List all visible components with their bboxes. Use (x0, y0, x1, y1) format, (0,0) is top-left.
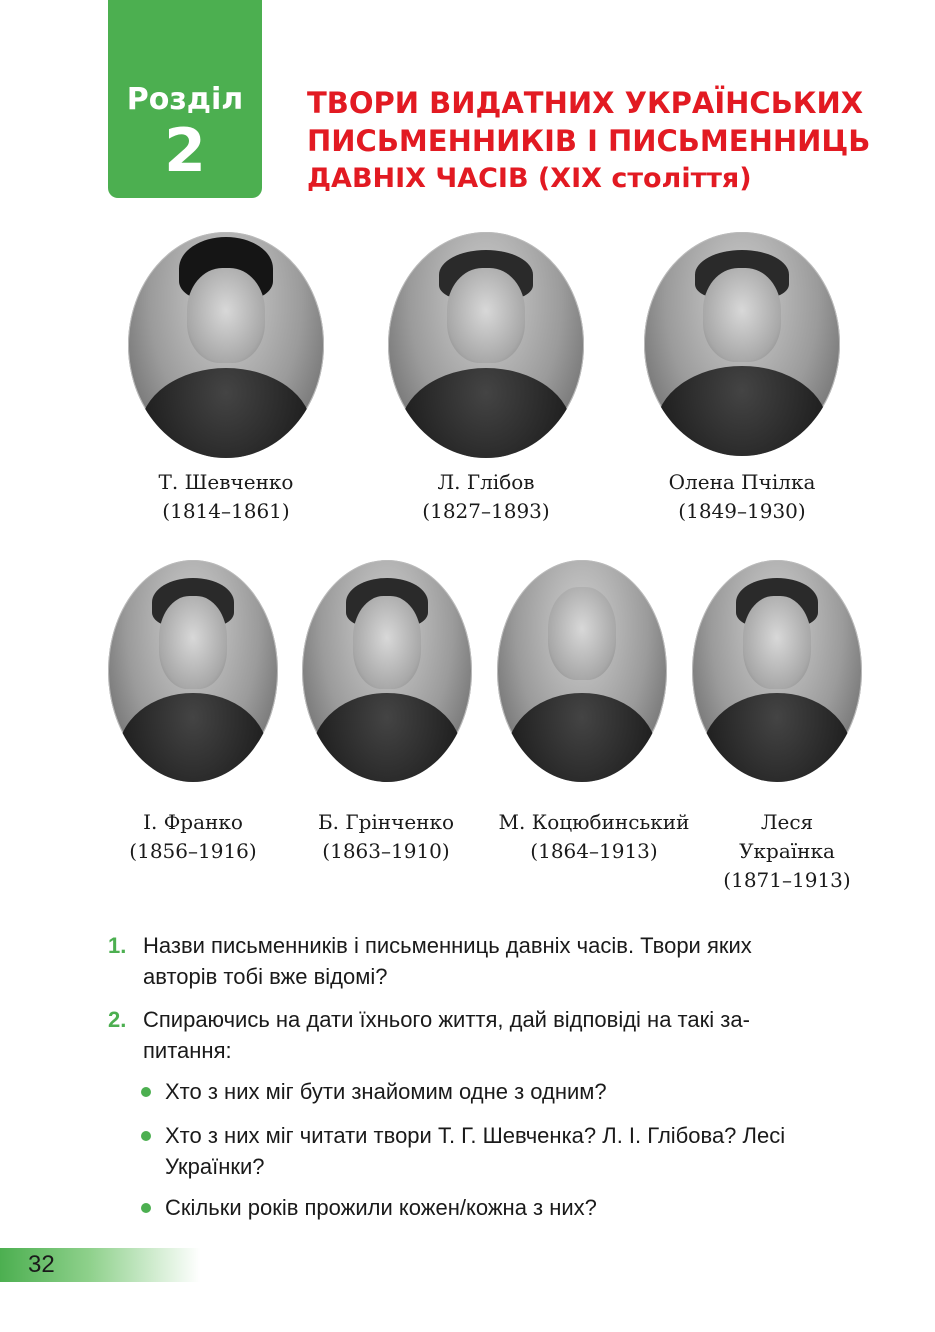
portrait-franko (108, 560, 278, 782)
question-text-line: Назви письменників і письменниць давніх часів. Твори яких (143, 933, 752, 958)
caption-franko (108, 808, 278, 866)
chapter-title (307, 84, 907, 198)
writer-name: М. Коцюбинський (498, 810, 690, 834)
caption-hrinchenko (296, 808, 476, 866)
bullet-text-line: Хто з них міг читати твори Т. Г. Шевченка? Л. І. Глібова? Лесі (165, 1123, 786, 1148)
writer-name-2: Українка (739, 839, 835, 863)
portrait-pchilka (644, 232, 840, 456)
chapter-title-line-3: ДАВНІХ ЧАСІВ (XIX століття) (307, 163, 752, 194)
writer-name: Л. Глібов (437, 470, 535, 494)
bullet-icon (141, 1087, 151, 1097)
writer-years: (1849–1930) (678, 499, 806, 523)
writer-years: (1863–1910) (322, 839, 450, 863)
question-1 (143, 930, 861, 992)
question-text-line: Спираючись на дати їхнього життя, дай відповіді на такі за- (143, 1007, 750, 1032)
bullet-item (165, 1192, 861, 1223)
writer-name: І. Франко (143, 810, 243, 834)
question-text-line: авторів тобі вже відомі? (143, 964, 388, 989)
portrait-hrinchenko (302, 560, 472, 782)
writer-years: (1856–1916) (129, 839, 257, 863)
section-number: 2 (164, 116, 206, 186)
writer-name: Б. Грінченко (317, 810, 455, 834)
writer-name: Леся (760, 810, 814, 834)
bullet-item (165, 1076, 861, 1107)
section-label: Розділ (126, 82, 244, 117)
writer-name: Т. Шевченко (158, 470, 294, 494)
portrait-shevchenko (128, 232, 324, 458)
writer-years: (1871–1913) (723, 868, 851, 892)
portrait-hlibov (388, 232, 584, 458)
bullet-text-line: Українки? (165, 1154, 265, 1179)
portrait-lesia-ukrainka (692, 560, 862, 782)
portrait-kotsiubynskyi (497, 560, 667, 782)
writer-years: (1814–1861) (162, 499, 290, 523)
question-2 (143, 1004, 861, 1066)
question-number: 2. (108, 1007, 127, 1032)
question-text-line: питання: (143, 1038, 232, 1063)
bullet-item (165, 1120, 861, 1182)
caption-pchilka (640, 468, 844, 526)
writer-years: (1864–1913) (530, 839, 658, 863)
writer-name: Олена Пчілка (668, 470, 816, 494)
caption-hlibov (386, 468, 586, 526)
page-number: 32 (28, 1251, 55, 1278)
bullet-text-line: Скільки років прожили кожен/кожна з них? (165, 1195, 597, 1220)
chapter-title-line-2: ПИСЬМЕННИКІВ І ПИСЬМЕННИЦЬ (307, 124, 871, 158)
bullet-icon (141, 1131, 151, 1141)
bullet-text-line: Хто з них міг бути знайомим одне з одним? (165, 1079, 607, 1104)
caption-kotsiubynskyi (482, 808, 706, 866)
writer-years: (1827–1893) (422, 499, 550, 523)
bullet-icon (141, 1203, 151, 1213)
caption-lesia-ukrainka (700, 808, 874, 895)
chapter-title-line-1: ТВОРИ ВИДАТНИХ УКРАЇНСЬКИХ (307, 86, 864, 120)
caption-shevchenko (126, 468, 326, 526)
question-number: 1. (108, 933, 127, 958)
section-badge (108, 0, 262, 198)
